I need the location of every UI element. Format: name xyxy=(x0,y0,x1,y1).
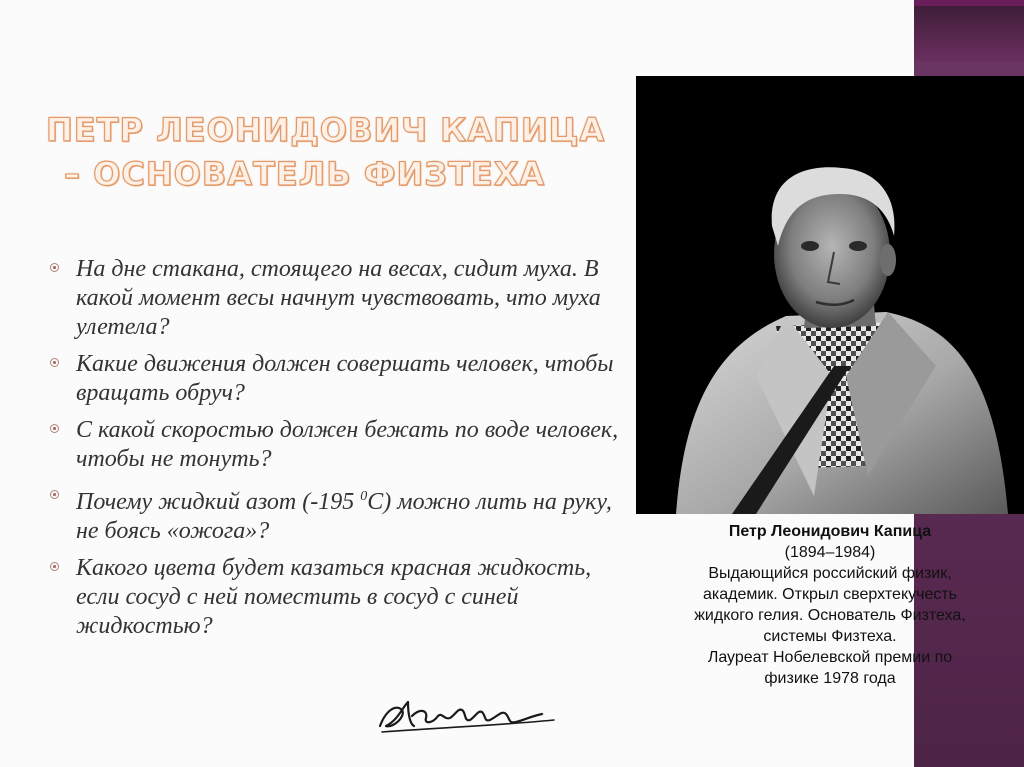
list-item xyxy=(46,255,626,342)
decorative-strip-edge xyxy=(914,0,1024,6)
question-text-after: С) можно лить на руку, не боясь «ожога»? xyxy=(76,489,612,544)
question-text xyxy=(76,482,626,546)
question-text: На дне стакана, стоящего на весах, сидит муха. В какой момент весы начнут чувствовать, что муха улетела? xyxy=(76,256,601,340)
question-list xyxy=(46,255,626,649)
bullet-icon xyxy=(50,490,59,499)
bullet-icon xyxy=(50,358,59,367)
slide-title-line2: – ОСНОВАТЕЛЬ ФИЗТЕХА xyxy=(64,155,546,193)
list-item xyxy=(46,416,626,474)
question-text-before: Почему жидкий азот (-195 xyxy=(76,489,361,515)
caption-line: Лауреат Нобелевской премии по xyxy=(707,649,953,666)
list-item xyxy=(46,554,626,641)
caption-line: академик. Открыл сверхтекучесть xyxy=(702,586,958,603)
bullet-icon xyxy=(50,562,59,571)
portrait-illustration xyxy=(636,76,1024,514)
photo-caption xyxy=(636,521,1024,689)
bullet-icon xyxy=(50,263,59,272)
question-text: Какого цвета будет казаться красная жидкость, если сосуд с ней поместить в сосуд с синей жидкостью? xyxy=(76,555,592,639)
question-text: С какой скоростью должен бежать по воде человек, чтобы не тонуть? xyxy=(76,417,619,472)
caption-line: Выдающийся российский физик, xyxy=(708,565,952,582)
portrait-photo xyxy=(636,76,1024,514)
caption-years: (1894–1984) xyxy=(784,544,876,561)
caption-line: физике 1978 года xyxy=(764,670,896,687)
question-text: Какие движения должен совершать человек, чтобы вращать обруч? xyxy=(76,351,614,406)
caption-name: Петр Леонидович Капица xyxy=(728,523,932,540)
superscript-zero: 0 xyxy=(360,489,368,504)
slide-title xyxy=(46,108,626,196)
caption-line: жидкого гелия. Основатель Физтеха, xyxy=(694,607,966,624)
list-item xyxy=(46,350,626,408)
signature-image xyxy=(372,680,572,740)
decorative-strip-top-band xyxy=(914,6,1024,62)
bullet-icon xyxy=(50,424,59,433)
list-item xyxy=(46,482,626,546)
caption-line: системы Физтеха. xyxy=(763,628,897,645)
slide-title-line1: ПЕТР ЛЕОНИДОВИЧ КАПИЦА xyxy=(46,111,606,149)
